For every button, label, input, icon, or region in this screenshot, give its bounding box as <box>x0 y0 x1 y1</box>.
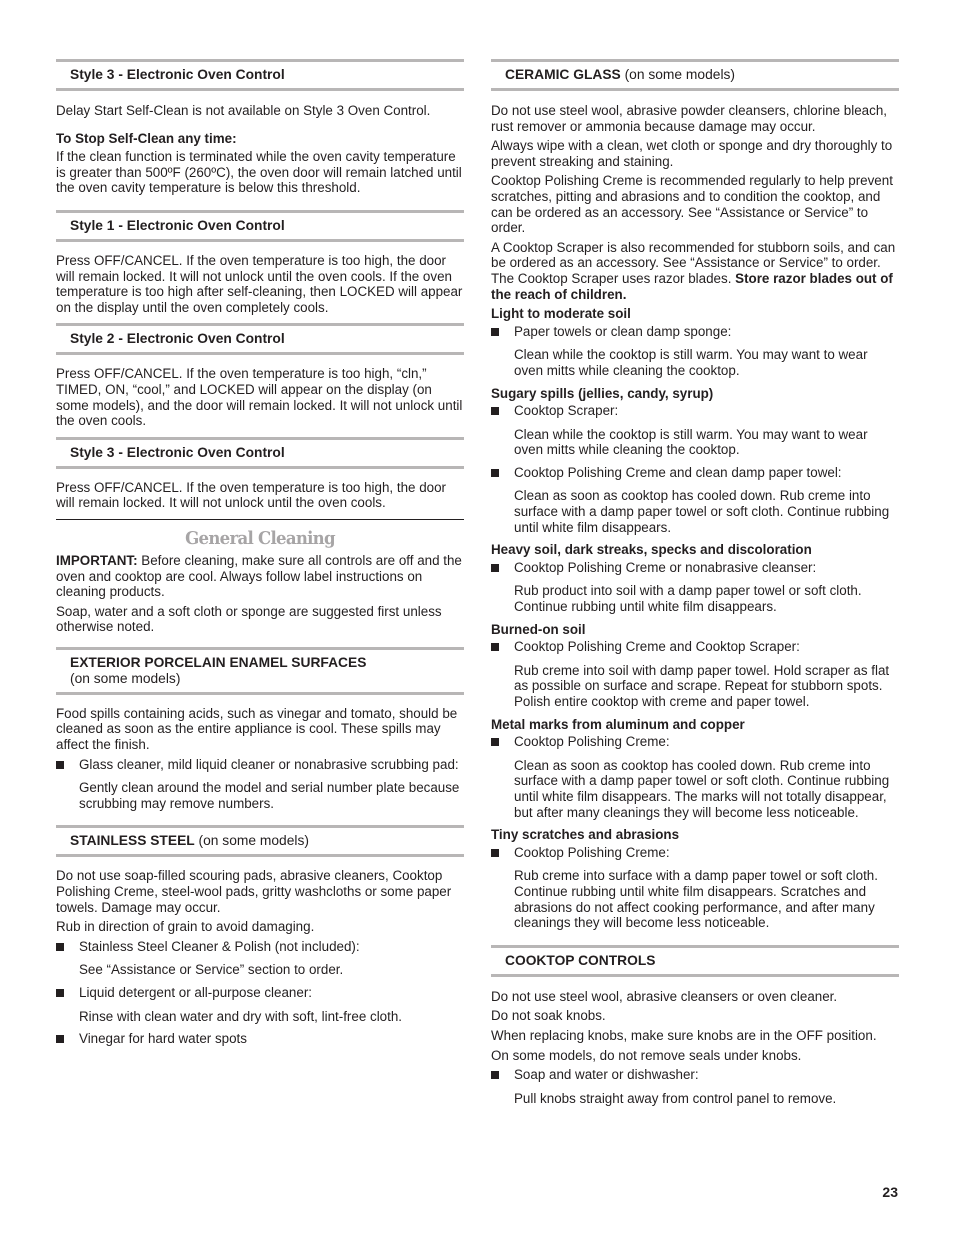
list-item-detail: Clean as soon as cooktop has cooled down. Rub creme into surface with a damp paper towel or soft cloth. Continue rubbing until white film disappears. <box>514 488 890 535</box>
list-item: Cooktop Polishing Creme: <box>491 734 899 750</box>
left-column <box>56 59 464 1055</box>
list-item: Liquid detergent or all-purpose cleaner: <box>56 985 464 1001</box>
list-item: Paper towels or clean damp sponge: <box>491 324 899 340</box>
paragraph: Soap, water and a soft cloth or sponge are suggested first unless otherwise noted. <box>56 603 442 635</box>
subheading-sugary-spills: Sugary spills (jellies, candy, syrup) <box>491 385 714 401</box>
section-header-stainless-steel: STAINLESS STEEL (on some models) <box>56 825 464 857</box>
paragraph: A Cooktop Scraper is also recommended for stubborn soils, and can be ordered as an accessory. See “Assistance or Service” to order. The Cooktop Scraper uses razor blades. Store razor blades out of the reach of children. <box>491 239 896 302</box>
section-header-style3-b: Style 3 - Electronic Oven Control <box>56 437 464 469</box>
section-header-style1: Style 1 - Electronic Oven Control <box>56 210 464 242</box>
paragraph: Press OFF/CANCEL. If the oven temperature is too high, the door will remain locked. It will not unlock until the oven cools. If the oven temperature is too high after self-cleaning, then LOCKED will appear on the display until the oven completely cools. <box>56 252 463 315</box>
list-item: Cooktop Polishing Creme or nonabrasive cleanser: <box>491 560 899 576</box>
list-item: Glass cleaner, mild liquid cleaner or nonabrasive scrubbing pad: <box>56 757 464 773</box>
paragraph: If the clean function is terminated while the oven cavity temperature is greater than 500ºF (260ºC), the oven door will remain latched until the oven cavity temperature is below this threshold. <box>56 149 462 196</box>
section-header-style2: Style 2 - Electronic Oven Control <box>56 323 464 355</box>
list-item-detail: Pull knobs straight away from control panel to remove. <box>514 1090 837 1106</box>
section-header-exterior-porcelain: EXTERIOR PORCELAIN ENAMEL SURFACES (on some models) <box>56 647 464 695</box>
list-item: Stainless Steel Cleaner & Polish (not included): <box>56 939 464 955</box>
paragraph: Do not use steel wool, abrasive cleansers or oven cleaner. <box>491 988 838 1004</box>
list-item: Cooktop Polishing Creme: <box>491 845 899 861</box>
section-title-general-cleaning: General Cleaning <box>185 527 335 549</box>
list-item-detail: Rub product into soil with a damp paper towel or soft cloth. Continue rubbing until white film disappears. <box>514 583 862 615</box>
list-item: Vinegar for hard water spots <box>56 1031 464 1047</box>
divider <box>56 519 464 520</box>
subheading-tiny-scratches: Tiny scratches and abrasions <box>491 827 680 843</box>
subheading-burned-on-soil: Burned-on soil <box>491 621 586 637</box>
list-item-detail: See “Assistance or Service” section to order. <box>79 962 344 978</box>
section-header-ceramic-glass: CERAMIC GLASS (on some models) <box>491 59 899 91</box>
paragraph: Rub in direction of grain to avoid damaging. <box>56 919 315 935</box>
list-item: Cooktop Polishing Creme and Cooktop Scraper: <box>491 639 899 655</box>
paragraph: On some models, do not remove seals under knobs. <box>491 1047 802 1063</box>
paragraph: When replacing knobs, make sure knobs are in the OFF position. <box>491 1027 877 1043</box>
paragraph: Delay Start Self-Clean is not available on Style 3 Oven Control. <box>56 103 431 118</box>
paragraph: Do not use soap-filled scouring pads, abrasive cleaners, Cooktop Polishing Creme, steel-wool pads, gritty washcloths or some paper towels. Damage may occur. <box>56 868 452 915</box>
paragraph: Food spills containing acids, such as vinegar and tomato, should be cleaned as soon as the entire appliance is cool. These spills may affect the finish. <box>56 705 458 753</box>
list-item-detail: Rinse with clean water and dry with soft, lint-free cloth. <box>79 1008 403 1024</box>
list-item-detail: Rub creme into soil with damp paper towel. Hold scraper as flat as possible on surface and scrape. Repeat for stubborn spots. Polish entire cooktop with creme and paper towel. <box>514 662 890 709</box>
paragraph: Press OFF/CANCEL. If the oven temperature is too high, the door will remain locked. It will not unlock until the oven cools. <box>56 479 446 511</box>
list-item-detail: Gently clean around the model and serial number plate because scrubbing may remove numbers. <box>79 780 460 811</box>
right-column <box>491 59 899 1113</box>
important-note: IMPORTANT: Before cleaning, make sure all controls are off and the oven and cooktop are cool. Always follow label instructions on cleaning products. <box>56 552 462 600</box>
paragraph: Cooktop Polishing Creme is recommended regularly to help prevent scratches, pitting and abrasions and to condition the cooktop, and can be ordered as an accessory. See “Assistance or Service” to order. <box>491 173 893 236</box>
list-item-detail: Rub creme into surface with a damp paper towel or soft cloth. Continue rubbing until white film disappears. Scratches and abrasions do not affect cooking performance, and after many cleanings they will become less noticeable. <box>514 868 878 931</box>
subheading-heavy-soil: Heavy soil, dark streaks, specks and discoloration <box>491 542 812 558</box>
subheading-stop-self-clean: To Stop Self-Clean any time: <box>56 130 237 146</box>
list-item-detail: Clean while the cooktop is still warm. You may want to wear oven mitts while cleaning the cooktop. <box>514 347 868 378</box>
list-item: Soap and water or dishwasher: <box>491 1067 899 1083</box>
subheading-metal-marks: Metal marks from aluminum and copper <box>491 716 745 732</box>
section-header-cooktop-controls: COOKTOP CONTROLS <box>491 945 899 977</box>
list-item-detail: Clean while the cooktop is still warm. You may want to wear oven mitts while cleaning the cooktop. <box>514 426 868 458</box>
list-item: Cooktop Polishing Creme and clean damp paper towel: <box>491 465 899 481</box>
list-item-detail: Clean as soon as cooktop has cooled down. Rub creme into surface with a damp paper towel or soft cloth. Continue rubbing until white film disappears. The marks will not totally disappear, but after many cleanings they will become less noticeable. <box>514 757 890 820</box>
section-header-style3-a: Style 3 - Electronic Oven Control <box>56 59 464 91</box>
page-number: 23 <box>882 1184 898 1200</box>
paragraph: Press OFF/CANCEL. If the oven temperature is too high, “cln,” TIMED, ON, “cool,” and LOCKED will appear on the display (on some models), and the door will remain locked. It will not unlock until the oven cools. <box>56 366 463 429</box>
paragraph: Do not soak knobs. <box>491 1008 606 1024</box>
subheading-light-soil: Light to moderate soil <box>491 306 631 322</box>
list-item: Cooktop Scraper: <box>491 403 899 419</box>
paragraph: Always wipe with a clean, wet cloth or sponge and dry thoroughly to prevent streaking and staining. <box>491 138 893 169</box>
paragraph: Do not use steel wool, abrasive powder cleansers, chlorine bleach, rust remover or ammonia because damage may occur. <box>491 103 887 134</box>
